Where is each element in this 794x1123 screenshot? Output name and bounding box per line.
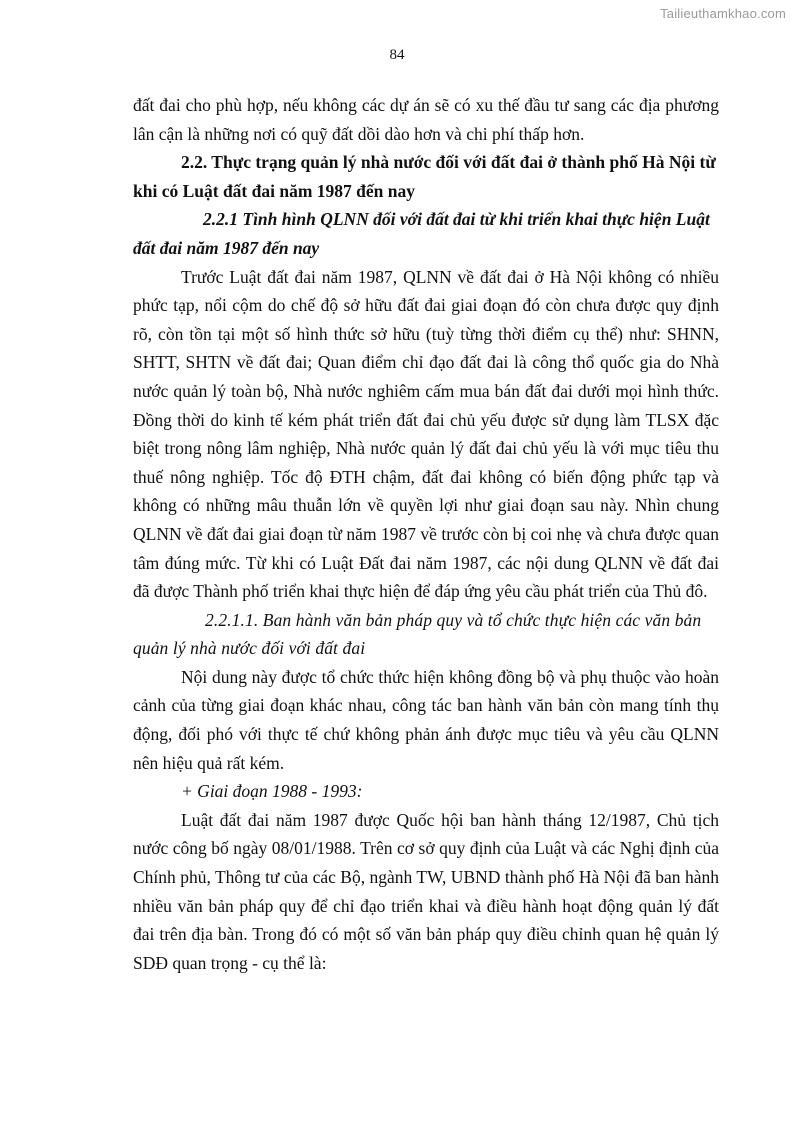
document-body [133,91,719,977]
section-heading-2-2-1: 2.2.1 Tình hình QLNN đối với đất đai từ khi triển khai thực hiện Luật đất đai năm 1987 đến nay [133,209,710,258]
paragraph-continuation: đất đai cho phù hợp, nếu không các dự án sẽ có xu thế đầu tư sang các địa phương lân cận là những nơi có quỹ đất dồi dào hơn và chi phí thấp hơn. [133,95,719,144]
period-label-1988-1993: + Giai đoạn 1988 - 1993: [181,781,363,802]
watermark-text: Tailieuthamkhao.com [660,6,786,21]
section-heading-2-2: 2.2. Thực trạng quản lý nhà nước đối với đất đai ở thành phố Hà Nội từ khi có Luật đất đai năm 1987 đến nay [133,152,716,201]
paragraph-implementation: Nội dung này được tổ chức thức hiện không đồng bộ và phụ thuộc vào hoàn cảnh của từng giai đoạn khác nhau, công tác ban hành văn bản còn mang tính thụ động, đối phó với thực tế chứ không phản ánh được mục tiêu và yêu cầu QLNN nên hiệu quả rất kém. [133,666,719,773]
paragraph-before-1987: Trước Luật đất đai năm 1987, QLNN về đất đai ở Hà Nội không có nhiều phức tạp, nổi cộm do chế độ sở hữu đất đai giai đoạn đó còn chưa được quy định rõ, còn tồn tại một số hình thức sở hữu (tuỳ từng thời điểm cụ thể) như: SHNN, SHTT, SHTN về đất đai; Quan điểm chỉ đạo đất đai là công thổ quốc gia do Nhà nước quản lý toàn bộ, Nhà nước nghiêm cấm mua bán đất đai dưới mọi hình thức. Đồng thời do kinh tế kém phát triển đất đai chủ yếu được sử dụng làm TLSX đặc biệt trong nông lâm nghiệp, Nhà nước quản lý đất đai chủ yếu là với mục tiêu thu thuế nông nghiệp. Tốc độ ĐTH chậm, đất đai không có biến động phức tạp và không có những mâu thuẫn lớn về quyền lợi như giai đoạn sau này. Nhìn chung QLNN về đất đai giai đoạn từ năm 1987 về trước còn bị coi nhẹ và chưa được quan tâm đúng mức. Từ khi có Luật Đất đai năm 1987, các nội dung QLNN về đất đai đã được Thành phố triển khai thực hiện để đáp ứng yêu cầu phát triển của Thủ đô. [133,266,719,602]
page-number: 84 [389,47,405,63]
paragraph-land-law-1987: Luật đất đai năm 1987 được Quốc hội ban hành tháng 12/1987, Chủ tịch nước công bố ngày 08/01/1988. Trên cơ sở quy định của Luật và các Nghị định của Chính phủ, Thông tư của các Bộ, ngành TW, UBND thành phố Hà Nội đã ban hành nhiều văn bản pháp quy để chỉ đạo triển khai và điều hành hoạt động quản lý đất đai trên địa bàn. Trong đó có một số văn bản pháp quy điều chỉnh quan hệ quản lý SDĐ quan trọng - cụ thể là: [133,809,719,973]
section-heading-2-2-1-1: 2.2.1.1. Ban hành văn bản pháp quy và tổ chức thực hiện các văn bản quản lý nhà nước đối với đất đai [133,609,702,659]
